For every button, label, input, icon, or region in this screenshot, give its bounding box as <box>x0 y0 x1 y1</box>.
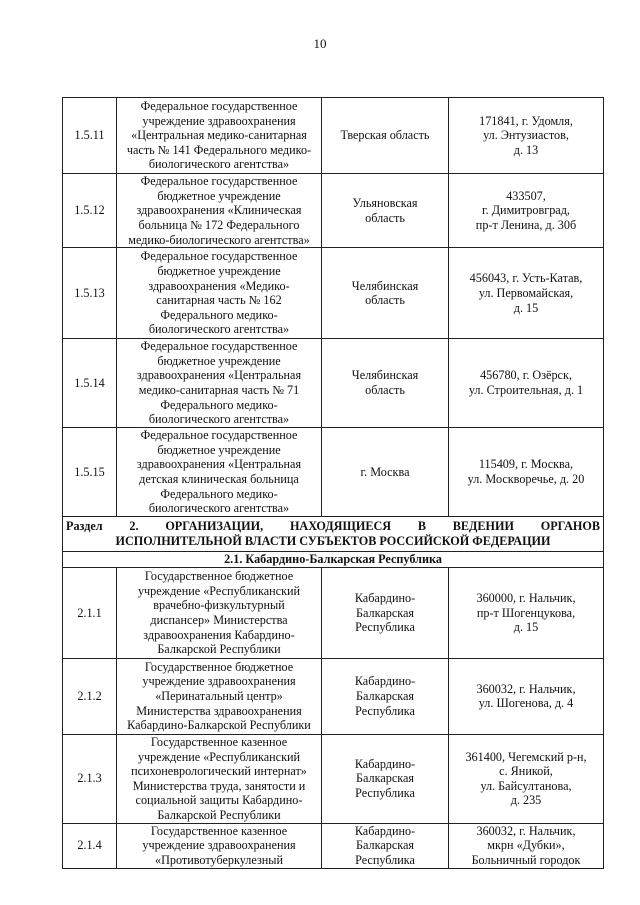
organization-name: Государственное бюджетное учреждение «Республиканский врачебно-физкультурный диспансер» Министерства здравоохранения Кабардино- Балкарской Республики <box>117 567 322 658</box>
subsection-title: 2.1. Кабардино-Балкарская Республика <box>63 551 604 567</box>
row-number: 1.5.15 <box>63 428 117 517</box>
address: 360000, г. Нальчик, пр-т Шогенцукова, д. 15 <box>449 567 604 658</box>
table-row <box>63 98 604 174</box>
section-heading <box>63 516 604 551</box>
section-heading-row <box>63 516 604 551</box>
region: Кабардино- Балкарская Республика <box>322 658 449 734</box>
row-number: 1.5.11 <box>63 98 117 174</box>
row-number: 2.1.4 <box>63 823 117 868</box>
region: Кабардино- Балкарская Республика <box>322 823 449 868</box>
organization-name: Федеральное государственное бюджетное учреждение здравоохранения «Клиническая больница № 172 Федерального медико-биологического агентства» <box>117 174 322 248</box>
address: 360032, г. Нальчик, ул. Шогенова, д. 4 <box>449 658 604 734</box>
region: Кабардино- Балкарская Республика <box>322 734 449 823</box>
region: Кабардино- Балкарская Республика <box>322 567 449 658</box>
address: 361400, Чегемский р-н, с. Яникой, ул. Байсултанова, д. 235 <box>449 734 604 823</box>
row-number: 2.1.2 <box>63 658 117 734</box>
table-row <box>63 734 604 823</box>
organization-name: Федеральное государственное бюджетное учреждение здравоохранения «Центральная медико-санитарная часть № 71 Федерального медико- биологического агентства» <box>117 339 322 428</box>
table-row <box>63 658 604 734</box>
table-row <box>63 823 604 868</box>
organization-name: Федеральное государственное бюджетное учреждение здравоохранения «Медико- санитарная часть № 162 Федерального медико- биологического агентства» <box>117 248 322 339</box>
organization-name: Государственное казенное учреждение «Республиканский психоневрологический интернат» Министерства труда, занятости и социальной защиты Кабардино- Балкарской Республики <box>117 734 322 823</box>
page-number: 10 <box>313 36 327 51</box>
table-row <box>63 567 604 658</box>
subsection-row <box>63 551 604 567</box>
address: 115409, г. Москва, ул. Москворечье, д. 20 <box>449 428 604 517</box>
organization-name: Федеральное государственное учреждение здравоохранения «Центральная медико-санитарная часть № 141 Федерального медико- биологического агентства» <box>117 98 322 174</box>
region: Ульяновская область <box>322 174 449 248</box>
row-number: 1.5.13 <box>63 248 117 339</box>
address: 433507, г. Димитровград, пр-т Ленина, д. 30б <box>449 174 604 248</box>
row-number: 1.5.14 <box>63 339 117 428</box>
region: Челябинская область <box>322 248 449 339</box>
table-row <box>63 339 604 428</box>
address: 360032, г. Нальчик, мкрн «Дубки», Больничный городок <box>449 823 604 868</box>
organizations-table <box>62 97 604 869</box>
region: Челябинская область <box>322 339 449 428</box>
section-heading-line2: ИСПОЛНИТЕЛЬНОЙ ВЛАСТИ СУБЪЕКТОВ РОССИЙСКОЙ ФЕДЕРАЦИИ <box>115 533 551 548</box>
address: 171841, г. Удомля, ул. Энтузиастов, д. 13 <box>449 98 604 174</box>
address: 456043, г. Усть-Катав, ул. Первомайская, д. 15 <box>449 248 604 339</box>
organization-name: Государственное бюджетное учреждение здравоохранения «Перинатальный центр» Министерства здравоохранения Кабардино-Балкарской Республики <box>117 658 322 734</box>
section-heading-line1: Раздел 2. ОРГАНИЗАЦИИ, НАХОДЯЩИЕСЯ В ВЕДЕНИИ ОРГАНОВ <box>66 519 600 534</box>
table-row <box>63 248 604 339</box>
row-number: 2.1.1 <box>63 567 117 658</box>
table-row <box>63 174 604 248</box>
organization-name: Государственное казенное учреждение здравоохранения «Противотуберкулезный <box>117 823 322 868</box>
region: г. Москва <box>322 428 449 517</box>
organization-name: Федеральное государственное бюджетное учреждение здравоохранения «Центральная детская клиническая больница Федерального медико- биологического агентства» <box>117 428 322 517</box>
region: Тверская область <box>322 98 449 174</box>
row-number: 1.5.12 <box>63 174 117 248</box>
address: 456780, г. Озёрск, ул. Строительная, д. 1 <box>449 339 604 428</box>
table-row <box>63 428 604 517</box>
row-number: 2.1.3 <box>63 734 117 823</box>
